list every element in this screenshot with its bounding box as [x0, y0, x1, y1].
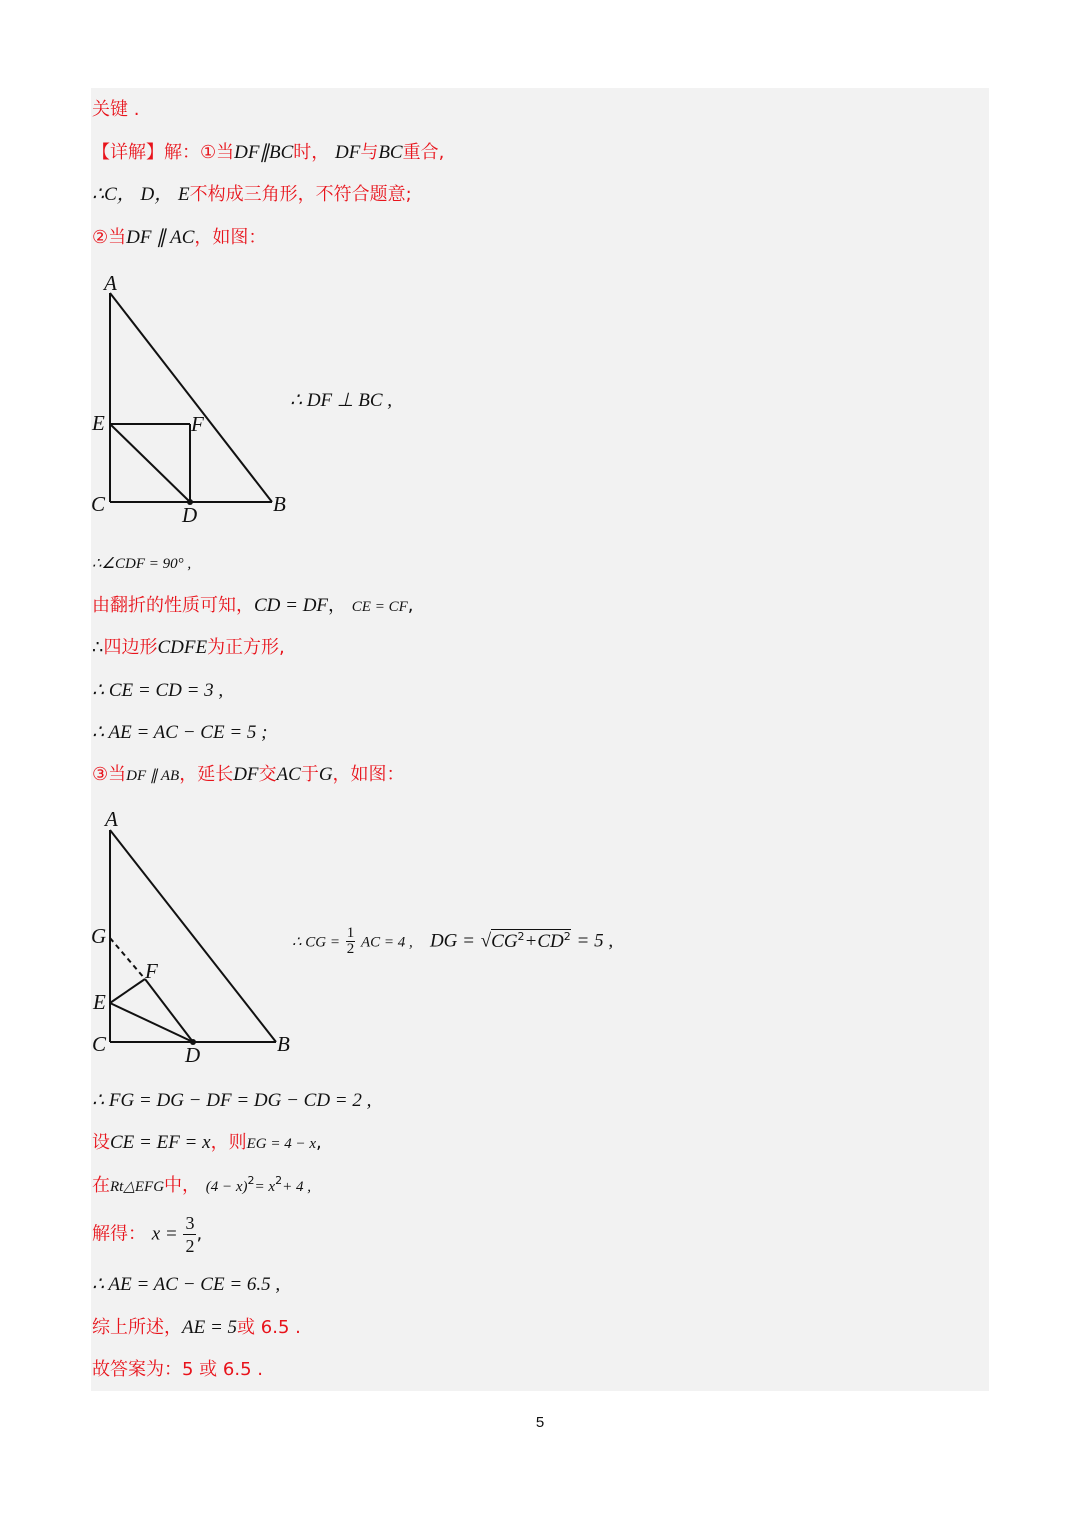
text-line-4: ②当DF ∥ AC，如图： — [92, 227, 267, 248]
text-line-12: 设CE = EF = x，则EG = 4 − x, — [92, 1132, 322, 1153]
text-line-16: 综上所述，AE = 5或 6.5 . — [92, 1317, 301, 1338]
side-note-1: ∴ DF ⊥ BC , — [290, 390, 392, 411]
segment-ef — [110, 979, 145, 1003]
segment-ab — [110, 830, 276, 1042]
text-line-7: ∴四边形CDFE为正方形, — [92, 637, 285, 658]
fraction-three-halves: $\frac{3}{2}$ — [185, 1213, 195, 1256]
text-line-3: ∴C， D， E不构成三角形，不符合题意; — [92, 184, 412, 205]
figure-parallel-ab-case — [85, 806, 305, 1068]
text-line-1: 关键 . — [92, 99, 140, 120]
text-line-5: ∴∠CDF = 90° , — [92, 556, 192, 572]
segment-gf-dashed — [110, 938, 145, 979]
page-number: 5 — [535, 1414, 545, 1431]
segment-ed — [110, 1003, 193, 1042]
text-line-9: ∴ AE = AC − CE = 5 ; — [92, 722, 268, 743]
label-e: E — [92, 411, 105, 435]
side-note-2: ∴ CG = $\frac{1}{2}$ AC = 4 , DG = $√CG^2+CD^2 = 5$ , — [292, 925, 614, 957]
figure-square-case — [85, 268, 305, 528]
text-line-6: 由翻折的性质可知，CD = DF， CE = CF, — [92, 595, 414, 616]
label-d: D — [185, 1043, 201, 1067]
sqrt-expression: $CG^2+CD^2$ — [491, 929, 571, 952]
segment-ed — [110, 424, 190, 502]
label-b: B — [273, 492, 286, 516]
text-line-13: 在Rt△EFG中， $(4 - x)^2= x^2+ 4$ , — [92, 1174, 311, 1196]
text-line-15: ∴ AE = AC − CE = 6.5 , — [92, 1274, 281, 1295]
label-b: B — [277, 1032, 290, 1056]
label-e: E — [93, 990, 106, 1014]
text-line-17: 故答案为：5 或 6.5 . — [92, 1359, 263, 1380]
text-line-14: 解得： x = $\frac{3}{2}$ , — [92, 1213, 203, 1256]
segment-fd — [145, 979, 193, 1042]
text-line-11: ∴ FG = DG − DF = DG − CD = 2 , — [92, 1090, 372, 1111]
text-line-10: ③当DF ∥ AB，延长DF交AC于G，如图： — [92, 764, 405, 785]
label-f: F — [191, 412, 204, 436]
text-line-2: 【详解】解：①当DF∥BC时， DF与BC重合, — [92, 142, 445, 163]
fraction-one-half: $\frac{1}{2}$ — [346, 925, 355, 957]
label-f: F — [145, 959, 158, 983]
label-c: C — [91, 492, 106, 516]
label-c: C — [92, 1032, 107, 1056]
label-g: G — [91, 924, 107, 948]
text-line-8: ∴ CE = CD = 3 , — [92, 680, 224, 701]
label-d: D — [182, 503, 198, 527]
label-a: A — [105, 807, 118, 831]
label-a: A — [104, 271, 117, 295]
